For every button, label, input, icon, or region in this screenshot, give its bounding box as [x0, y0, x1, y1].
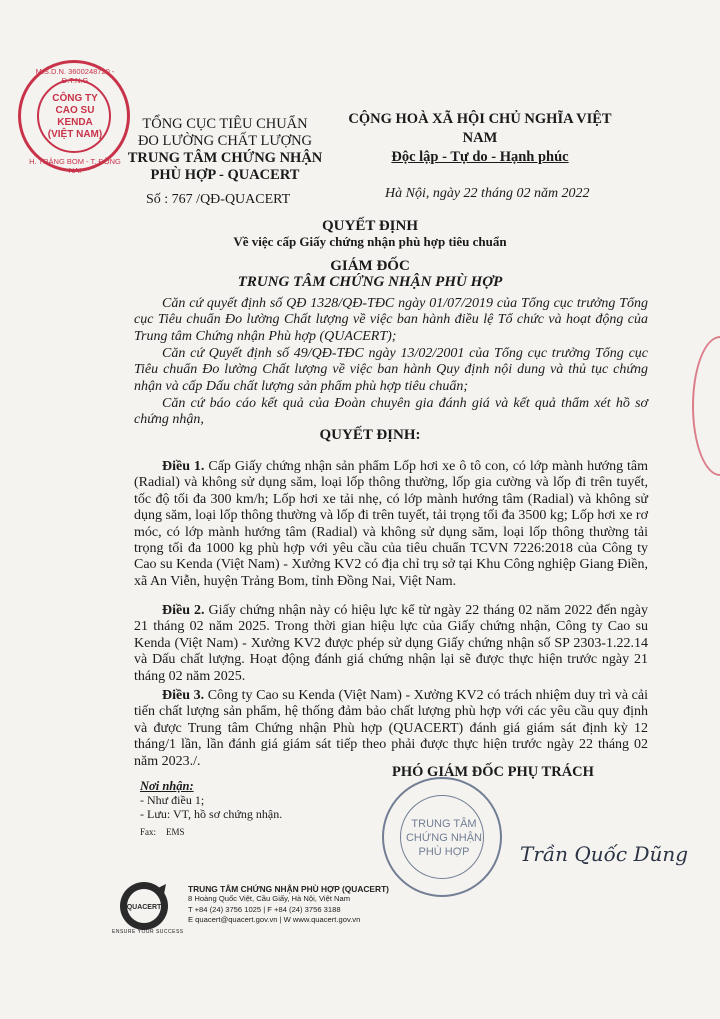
issuer-line: PHÙ HỢP - QUACERT — [150, 167, 300, 183]
national-title: CỘNG HOÀ XÃ HỘI CHỦ NGHĨA VIỆT NAM — [348, 111, 612, 146]
quacert-logo-icon — [118, 880, 170, 932]
seal-line: CÔNG TY — [52, 93, 98, 104]
official-stamp — [382, 777, 502, 897]
issuer-line: TRUNG TÂM CHỨNG NHẬN — [127, 150, 323, 166]
preamble-paragraph: Căn cứ Quyết định số 49/QĐ-TĐC ngày 13/02/2001 của Tổng cục trưởng Tổng cục Tiêu chuẩn Đo lường Chất lượng về việc ban hành Quy định nội dung và thủ tục chứng nhận và cấp Dấu chất lượng sản phẩm phù hợp tiêu chuẩn; — [134, 346, 648, 394]
article-label: Điều 3. — [162, 688, 205, 703]
article-text: Công ty Cao su Kenda (Việt Nam) - Xưởng KV2 có trách nhiệm duy trì và cải tiến chất lượng sản phẩm, hệ thống đảm bảo chất lượng phù hợp với các yêu cầu quy định và được Trung tâm Chứng nhận Phù hợp (QUACERT) đánh giá giám sát định kỳ 12 tháng/1 lần, lần đánh giá giám sát tiếp theo phải được thực hiện trước ngày 22 tháng 02 năm 2023./. — [134, 688, 649, 769]
national-motto: Độc lập - Tự do - Hạnh phúc — [391, 149, 569, 165]
issuer-line: ĐO LƯỜNG CHẤT LƯỢNG — [137, 133, 313, 149]
seal-line: KENDA — [57, 117, 93, 128]
national-header — [330, 110, 630, 167]
signer-title: PHÓ GIÁM ĐỐC PHỤ TRÁCH — [392, 764, 594, 780]
stamp-line: PHÙ HỢP — [418, 846, 470, 858]
recipients-block — [140, 779, 282, 839]
authority-organization: TRUNG TÂM CHỨNG NHẬN PHÙ HỢP — [237, 274, 503, 290]
document-date: Hà Nội, ngày 22 tháng 02 năm 2022 — [385, 186, 590, 201]
article-text: Cấp Giấy chứng nhận sản phẩm Lốp hơi xe ô tô con, có lớp mành hướng tâm (Radial) và không sử dụng săm, loại lốp thông thường, lốp gia cường và lốp đi trên tuyết, tốc độ tối đa 300 km/h; Lốp hơi xe tải nhẹ, có lớp mành hướng tâm (Radial) và không sử dụng săm, loại lốp thông thường và lốp đi trên tuyết, tải trọng tối đa 3500 kg; Lốp hơi xe rơ móc, có lớp mành hướng tâm (Radial) và không sử dụng săm, loại lốp thông thường tải trọng tối đa 1000 kg phù hợp với yêu cầu của tiêu chuẩn TCVN 7226:2018 của Công ty Cao su Kenda (Việt Nam) - Xưởng KV2 có địa chỉ trụ sở tại Khu Công nghiệp Giang Điền, xã An Viễn, huyện Trảng Bom, tỉnh Đồng Nai, Việt Nam. — [134, 459, 649, 589]
article-2 — [134, 603, 648, 685]
partial-seal-edge — [692, 336, 720, 476]
recipient-item: - Lưu: VT, hồ sơ chứng nhận. — [140, 807, 283, 821]
recipients-heading: Nơi nhận: — [140, 779, 194, 793]
preamble-paragraph: Căn cứ quyết định số QĐ 1328/QĐ-TĐC ngày 01/07/2019 của Tổng cục trưởng Tổng cục Tiêu chuẩn Đo lường Chất lượng về việc ban hành điều lệ Tổ chức và hoạt động của Trung tâm Chứng nhận Phù hợp (QUACERT); — [134, 296, 648, 344]
preamble-paragraph: Căn cứ báo cáo kết quả của Đoàn chuyên gia đánh giá và kết quả thẩm xét hồ sơ chứng nhận, — [134, 396, 648, 428]
article-text: Giấy chứng nhận này có hiệu lực kể từ ngày 22 tháng 02 năm 2022 đến ngày 21 tháng 02 năm 2025. Trong thời gian hiệu lực của Giấy chứng nhận, Công ty Cao su Kenda (Việt Nam) - Xưởng KV2 được phép sử dụng Giấy chứng nhận số SP 2303-1.22.14 và Dấu chất lượng. Hoạt động đánh giá chứng nhận lại sẽ được thực hiện trước ngày 21 tháng 02 năm 2025. — [134, 603, 648, 684]
seal-line: CAO SU — [55, 105, 95, 116]
issuer-header — [120, 116, 330, 184]
seal-line: (VIỆT NAM) — [47, 129, 103, 140]
logo-tagline: ENSURE YOUR SUCCESS — [112, 929, 184, 935]
recipient-item: - Như điều 1; — [140, 793, 205, 807]
footer-phone: T +84 (24) 3756 1025 | F +84 (24) 3756 3188 — [188, 904, 341, 914]
logo-text: QUACERT — [126, 904, 162, 911]
stamp-line: TRUNG TÂM — [411, 818, 477, 830]
company-seal — [18, 60, 130, 175]
seal-top-ring-text: M.S.D.N. 3600248720 - Đ.T.N.G — [35, 67, 115, 85]
footer-address: 8 Hoàng Quốc Việt, Cầu Giấy, Hà Nội, Việt Nam — [188, 894, 351, 904]
article-3 — [134, 688, 648, 770]
footer-email-web: E quacert@quacert.gov.vn | W www.quacert.gov.vn — [188, 915, 361, 925]
document-title: QUYẾT ĐỊNH — [322, 218, 418, 234]
signer-signature-name: Trần Quốc Dũng — [520, 842, 689, 866]
decision-heading: QUYẾT ĐỊNH: — [319, 427, 421, 443]
footer-org-name: TRUNG TÂM CHỨNG NHẬN PHÙ HỢP (QUACERT) — [188, 884, 389, 894]
ems-label: EMS — [166, 827, 185, 837]
article-label: Điều 1. — [162, 459, 205, 474]
issuer-line: TỔNG CỤC TIÊU CHUẨN — [142, 116, 308, 132]
document-subject: Về việc cấp Giấy chứng nhận phù hợp tiêu chuẩn — [233, 234, 507, 249]
article-1 — [134, 459, 648, 590]
seal-bottom-ring-text: H. TRẢNG BOM - T. ĐỒNG NAI — [29, 157, 121, 175]
authority-title: GIÁM ĐỐC — [330, 258, 410, 274]
article-label: Điều 2. — [162, 603, 205, 618]
document-number: Số : 767 /QĐ-QUACERT — [146, 192, 291, 207]
footer-contact — [188, 884, 389, 926]
fax-label: Fax: — [140, 827, 157, 837]
stamp-line: CHỨNG NHẬN — [405, 832, 482, 844]
